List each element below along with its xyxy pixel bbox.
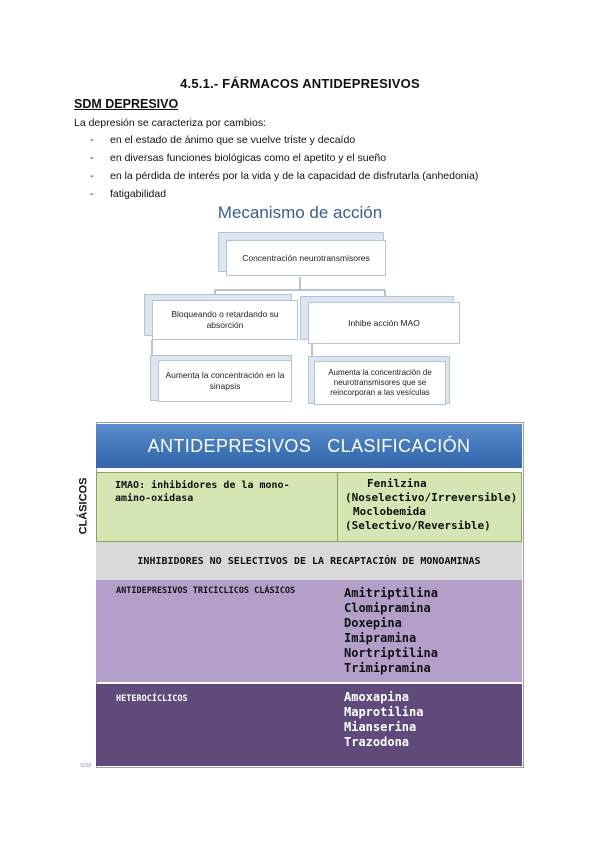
node-left: Bloqueando o retardando su absorción	[152, 300, 298, 340]
drug-name: Trimipramina	[344, 661, 431, 675]
footer-mark: SDM	[80, 763, 92, 769]
drug-name: Amoxapina	[344, 690, 410, 704]
drug-name: Doxepina	[344, 616, 402, 630]
row-triciclicos	[96, 580, 522, 682]
node-right-child: Aumenta la concentración de neurotransmisores que se reincorporan a las vesículas	[314, 361, 446, 405]
drug-name: Amitriptilina	[344, 586, 438, 600]
drug-name: Imipramina	[344, 631, 417, 645]
heterociclicos-label: HETEROCÍCLICOS	[116, 694, 188, 704]
row-imao	[96, 472, 522, 542]
drug-name: Nortriptilina	[344, 646, 438, 660]
drug-name: Maprotilina	[344, 705, 424, 719]
list-item-text: en diversas funciones biológicas como el apetito y el sueño	[110, 152, 387, 164]
drug-note: (Noselectivo/Irreversible)	[345, 491, 518, 504]
mechanism-title: Mecanismo de acción	[217, 203, 383, 222]
side-label	[72, 470, 94, 542]
row-divider	[337, 473, 338, 541]
drug-name: Mianserina	[344, 720, 417, 734]
row-heterociclicos	[96, 684, 522, 766]
drug-name: Clomipramina	[344, 601, 431, 615]
drug-name: Fenilzina	[367, 477, 427, 490]
triciclicos-label: ANTIDEPRESIVOS TRICICLICOS CLÁSICOS	[116, 586, 296, 596]
row-insr: INHIBIDORES NO SELECTIVOS DE LA RECAPTACIÓN DE MONOAMINAS	[96, 542, 522, 580]
list-item-text: en el estado de ánimo que se vuelve triste y decaído	[110, 134, 356, 146]
node-right: Inhibe acción MAO	[308, 302, 460, 344]
section-subtitle: SDM DEPRESIVO	[74, 97, 179, 111]
dash-bullet: -	[90, 170, 94, 182]
dash-bullet: -	[90, 188, 94, 200]
drug-name: Moclobemida	[353, 505, 426, 518]
intro-text: La depresión se caracteriza por cambios:	[74, 117, 267, 129]
dash-bullet: -	[90, 134, 94, 146]
triciclicos-drugs	[344, 586, 438, 676]
page-title: 4.5.1.- FÁRMACOS ANTIDEPRESIVOS	[180, 76, 420, 91]
imao-drugs	[345, 477, 517, 533]
imao-label: IMAO: inhibidores de la mono-amino-oxidasa	[115, 480, 290, 504]
node-root: Concentración neurotransmisores	[226, 240, 386, 276]
list-item-text: en la pérdida de interés por la vida y de la capacidad de disfrutarla (anhedonia)	[110, 170, 479, 182]
heterociclicos-drugs	[344, 690, 423, 750]
classification-header	[96, 424, 522, 468]
side-label-text: CLÁSICOS	[77, 477, 89, 535]
header-left-text: ANTIDEPRESIVOS	[147, 435, 312, 456]
drug-name: Trazodona	[344, 735, 410, 749]
node-left-child: Aumenta la concentración en la sinapsis	[158, 360, 292, 402]
dash-bullet: -	[90, 152, 94, 164]
list-item-text: fatigabilidad	[110, 188, 167, 200]
drug-note: (Selectivo/Reversible)	[345, 519, 491, 532]
header-right-text: CLASIFICACIÓN	[327, 435, 471, 456]
